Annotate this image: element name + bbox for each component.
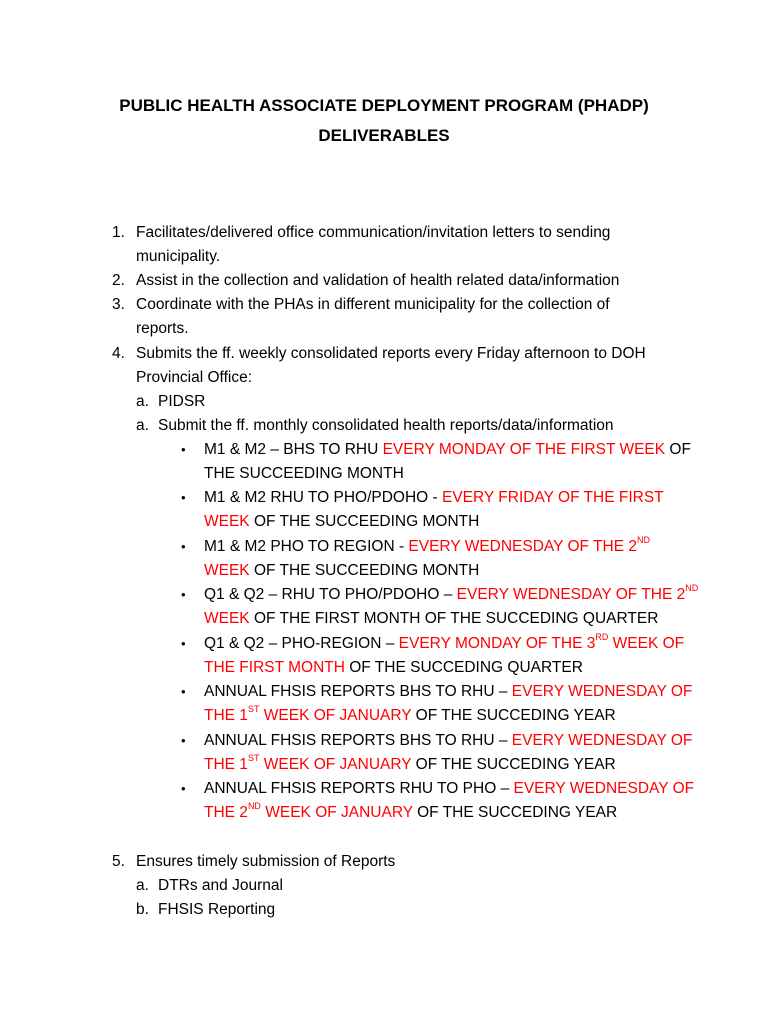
bullet-2-line-2 xyxy=(204,510,479,534)
bullet-6-line-2 xyxy=(204,704,616,728)
bullet-7-line-2 xyxy=(204,753,616,777)
bullet-2-line-1 xyxy=(204,486,664,510)
bullet-3-line-1 xyxy=(204,535,650,559)
bullet-6-deadline-text: THE 1 xyxy=(204,707,248,724)
item-1-text-line-1: Facilitates/delivered office communication/invitation letters to sending xyxy=(136,224,611,241)
bullet-1-line-1 xyxy=(204,438,691,462)
item-4-text-line-2: Provincial Office: xyxy=(136,369,253,386)
bullet-1-line-2 xyxy=(204,462,404,486)
item-5-sub-b-text: FHSIS Reporting xyxy=(158,901,276,918)
bullet-8-deadline-cont xyxy=(204,800,413,821)
bullet-7-deadline-text: THE 1 xyxy=(204,756,248,773)
bullet-3-line-2 xyxy=(204,559,479,583)
bullet-3-text-a: M1 & M2 PHO TO REGION - xyxy=(204,538,409,555)
item-1-text-line-2: municipality. xyxy=(136,248,221,265)
bullet-1-text-a: M1 & M2 – BHS TO RHU xyxy=(204,441,383,458)
item-2-text-line-1: Assist in the collection and validation of health related data/information xyxy=(136,272,620,289)
bullet-8-deadline: EVERY WEDNESDAY OF xyxy=(513,780,695,797)
item-5-sub-a-text: DTRs and Journal xyxy=(158,877,283,894)
bullet-3-marker: • xyxy=(181,539,186,554)
bullet-4-deadline-cont: WEEK xyxy=(204,610,250,627)
bullet-5-text-b: OF THE SUCCEDING QUARTER xyxy=(344,659,583,676)
bullet-5-deadline-text: EVERY MONDAY OF THE 3 xyxy=(398,635,596,652)
bullet-4-deadline xyxy=(456,582,699,603)
item-5-sub-a-letter: a. xyxy=(136,877,149,894)
bullet-8-line-2 xyxy=(204,801,617,825)
bullet-5-marker: • xyxy=(181,636,186,651)
item-3-text-line-1: Coordinate with the PHAs in different municipality for the collection of xyxy=(136,296,610,313)
bullet-8-line-1 xyxy=(204,777,694,801)
bullet-8-marker: • xyxy=(181,781,186,796)
bullet-8-deadline-text-2: WEEK OF JANUARY xyxy=(260,804,413,821)
item-2-number: 2. xyxy=(112,272,125,289)
item-4-sub-a2-letter: a. xyxy=(136,417,149,434)
bullet-5-deadline-cont: THE FIRST MONTH xyxy=(204,659,345,676)
bullet-6-deadline-text-2: WEEK OF JANUARY xyxy=(259,707,412,724)
bullet-1-marker: • xyxy=(181,442,186,457)
item-3-text-line-2: reports. xyxy=(136,320,189,337)
bullet-8-text-b: OF THE SUCCEDING YEAR xyxy=(412,804,618,821)
bullet-6-deadline-cont xyxy=(204,703,412,724)
bullet-3-ordinal: ND xyxy=(636,534,650,545)
item-5-sub-b-letter: b. xyxy=(136,901,149,918)
bullet-7-deadline: EVERY WEDNESDAY OF xyxy=(511,732,693,749)
bullet-8-text-a: ANNUAL FHSIS REPORTS RHU TO PHO – xyxy=(204,780,514,797)
bullet-7-marker: • xyxy=(181,733,186,748)
bullet-5-deadline-text-2: WEEK OF xyxy=(608,635,685,652)
item-4-sub-a1-text: PIDSR xyxy=(158,393,206,410)
bullet-3-text-b: OF THE SUCCEEDING MONTH xyxy=(249,562,480,579)
bullet-4-text-a: Q1 & Q2 – RHU TO PHO/PDOHO – xyxy=(204,586,457,603)
bullet-7-line-1 xyxy=(204,729,692,753)
bullet-5-deadline xyxy=(398,631,685,652)
bullet-4-line-2 xyxy=(204,607,658,631)
bullet-8-deadline-text: THE 2 xyxy=(204,804,248,821)
bullet-4-deadline-text: EVERY WEDNESDAY OF THE 2 xyxy=(456,586,686,603)
bullet-6-marker: • xyxy=(181,684,186,699)
bullet-4-marker: • xyxy=(181,587,186,602)
item-4-number: 4. xyxy=(112,345,125,362)
bullet-2-text-a: M1 & M2 RHU TO PHO/PDOHO - xyxy=(204,489,442,506)
bullet-4-text-b: OF THE FIRST MONTH OF THE SUCCEDING QUARTER xyxy=(249,610,659,627)
bullet-5-text-a: Q1 & Q2 – PHO-REGION – xyxy=(204,635,399,652)
bullet-8-ordinal: ND xyxy=(247,800,261,811)
bullet-5-line-1 xyxy=(204,632,684,656)
bullet-7-text-a: ANNUAL FHSIS REPORTS BHS TO RHU – xyxy=(204,732,512,749)
document-title-line-1: PUBLIC HEALTH ASSOCIATE DEPLOYMENT PROGRAM (PHADP) xyxy=(119,96,649,115)
item-3-number: 3. xyxy=(112,296,125,313)
item-5-text-line-1: Ensures timely submission of Reports xyxy=(136,853,396,870)
bullet-6-deadline: EVERY WEDNESDAY OF xyxy=(511,683,693,700)
item-5-number: 5. xyxy=(112,853,125,870)
item-1-number: 1. xyxy=(112,224,125,241)
bullet-7-text-b: OF THE SUCCEDING YEAR xyxy=(411,756,616,773)
bullet-5-ordinal: RD xyxy=(595,631,609,642)
bullet-3-deadline xyxy=(408,534,650,555)
bullet-6-text-a: ANNUAL FHSIS REPORTS BHS TO RHU – xyxy=(204,683,512,700)
bullet-4-ordinal: ND xyxy=(685,582,699,593)
item-4-sub-a2-text: Submit the ff. monthly consolidated health reports/data/information xyxy=(158,417,614,434)
bullet-7-deadline-cont xyxy=(204,752,412,773)
bullet-2-marker: • xyxy=(181,490,186,505)
document-title-line-2: DELIVERABLES xyxy=(318,126,450,145)
bullet-3-deadline-text: EVERY WEDNESDAY OF THE 2 xyxy=(408,538,637,555)
bullet-7-ordinal: ST xyxy=(247,752,260,763)
item-4-sub-a1-letter: a. xyxy=(136,393,149,410)
bullet-5-line-2 xyxy=(204,656,583,680)
bullet-1-text-c: THE SUCCEEDING MONTH xyxy=(204,465,404,482)
bullet-2-text-b: OF THE SUCCEEDING MONTH xyxy=(249,513,480,530)
bullet-2-deadline-cont: WEEK xyxy=(204,513,250,530)
bullet-4-line-1 xyxy=(204,583,698,607)
bullet-6-ordinal: ST xyxy=(247,703,260,714)
bullet-3-deadline-cont: WEEK xyxy=(204,562,250,579)
bullet-6-text-b: OF THE SUCCEDING YEAR xyxy=(411,707,616,724)
bullet-7-deadline-text-2: WEEK OF JANUARY xyxy=(259,756,412,773)
bullet-1-deadline: EVERY MONDAY OF THE FIRST WEEK xyxy=(382,441,666,458)
bullet-1-text-b: OF xyxy=(665,441,691,458)
bullet-6-line-1 xyxy=(204,680,692,704)
item-4-text-line-1: Submits the ff. weekly consolidated reports every Friday afternoon to DOH xyxy=(136,345,646,362)
bullet-2-deadline: EVERY FRIDAY OF THE FIRST xyxy=(442,489,664,506)
